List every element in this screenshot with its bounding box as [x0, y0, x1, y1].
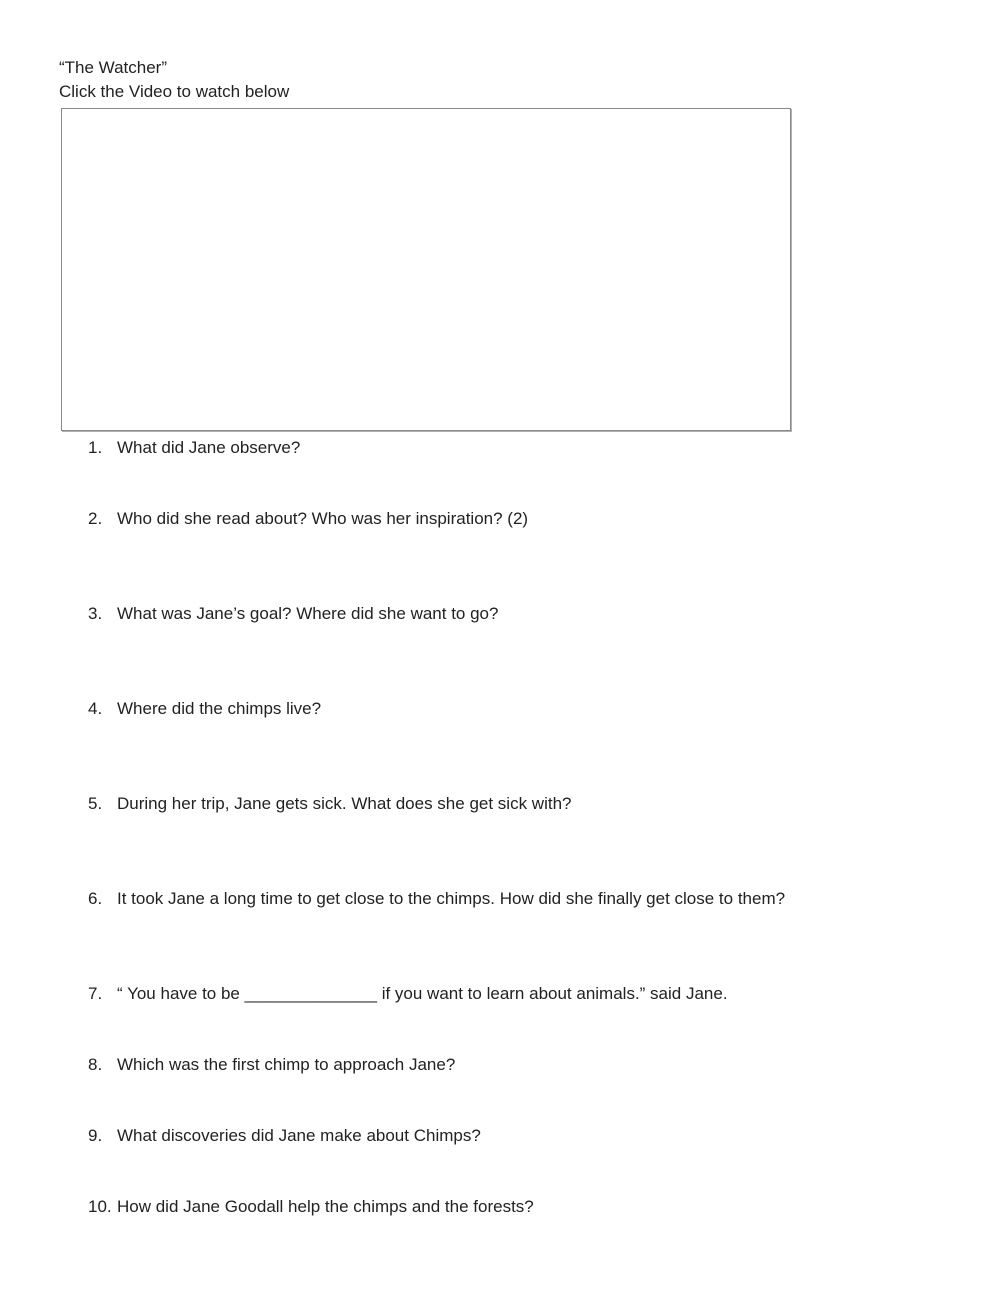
video-embed[interactable] [61, 108, 791, 431]
question-number: 10. [88, 1197, 112, 1216]
question-number: 6. [88, 889, 103, 908]
video-instruction: Click the Video to watch below [59, 82, 290, 101]
question-2 [88, 509, 528, 529]
question-9 [88, 1126, 481, 1146]
question-text: How did Jane Goodall help the chimps and the forests? [117, 1197, 534, 1216]
question-number: 1. [88, 438, 103, 457]
question-10 [88, 1197, 534, 1217]
question-text: Who did she read about? Who was her inspiration? (2) [117, 509, 529, 528]
question-text: Where did the chimps live? [117, 699, 322, 718]
question-number: 7. [88, 984, 103, 1003]
question-8 [88, 1055, 455, 1075]
question-6 [88, 889, 785, 909]
question-text: During her trip, Jane gets sick. What does she get sick with? [117, 794, 572, 813]
question-5 [88, 794, 571, 814]
question-4 [88, 699, 321, 719]
question-number: 4. [88, 699, 103, 718]
question-number: 9. [88, 1126, 103, 1145]
question-number: 2. [88, 509, 103, 528]
question-3 [88, 604, 498, 624]
question-number: 8. [88, 1055, 103, 1074]
question-1 [88, 438, 300, 458]
question-text: Which was the first chimp to approach Jane? [117, 1055, 456, 1074]
question-text: What was Jane’s goal? Where did she want to go? [117, 604, 499, 623]
question-number: 5. [88, 794, 103, 813]
question-7 [88, 984, 728, 1004]
question-text: What did Jane observe? [117, 438, 301, 457]
worksheet-title: “The Watcher” [59, 58, 168, 77]
question-text: It took Jane a long time to get close to the chimps. How did she finally get close to them? [117, 889, 786, 908]
question-text: “ You have to be ______________ if you want to learn about animals.” said Jane. [117, 984, 728, 1003]
question-text: What discoveries did Jane make about Chimps? [117, 1126, 481, 1145]
question-number: 3. [88, 604, 103, 623]
